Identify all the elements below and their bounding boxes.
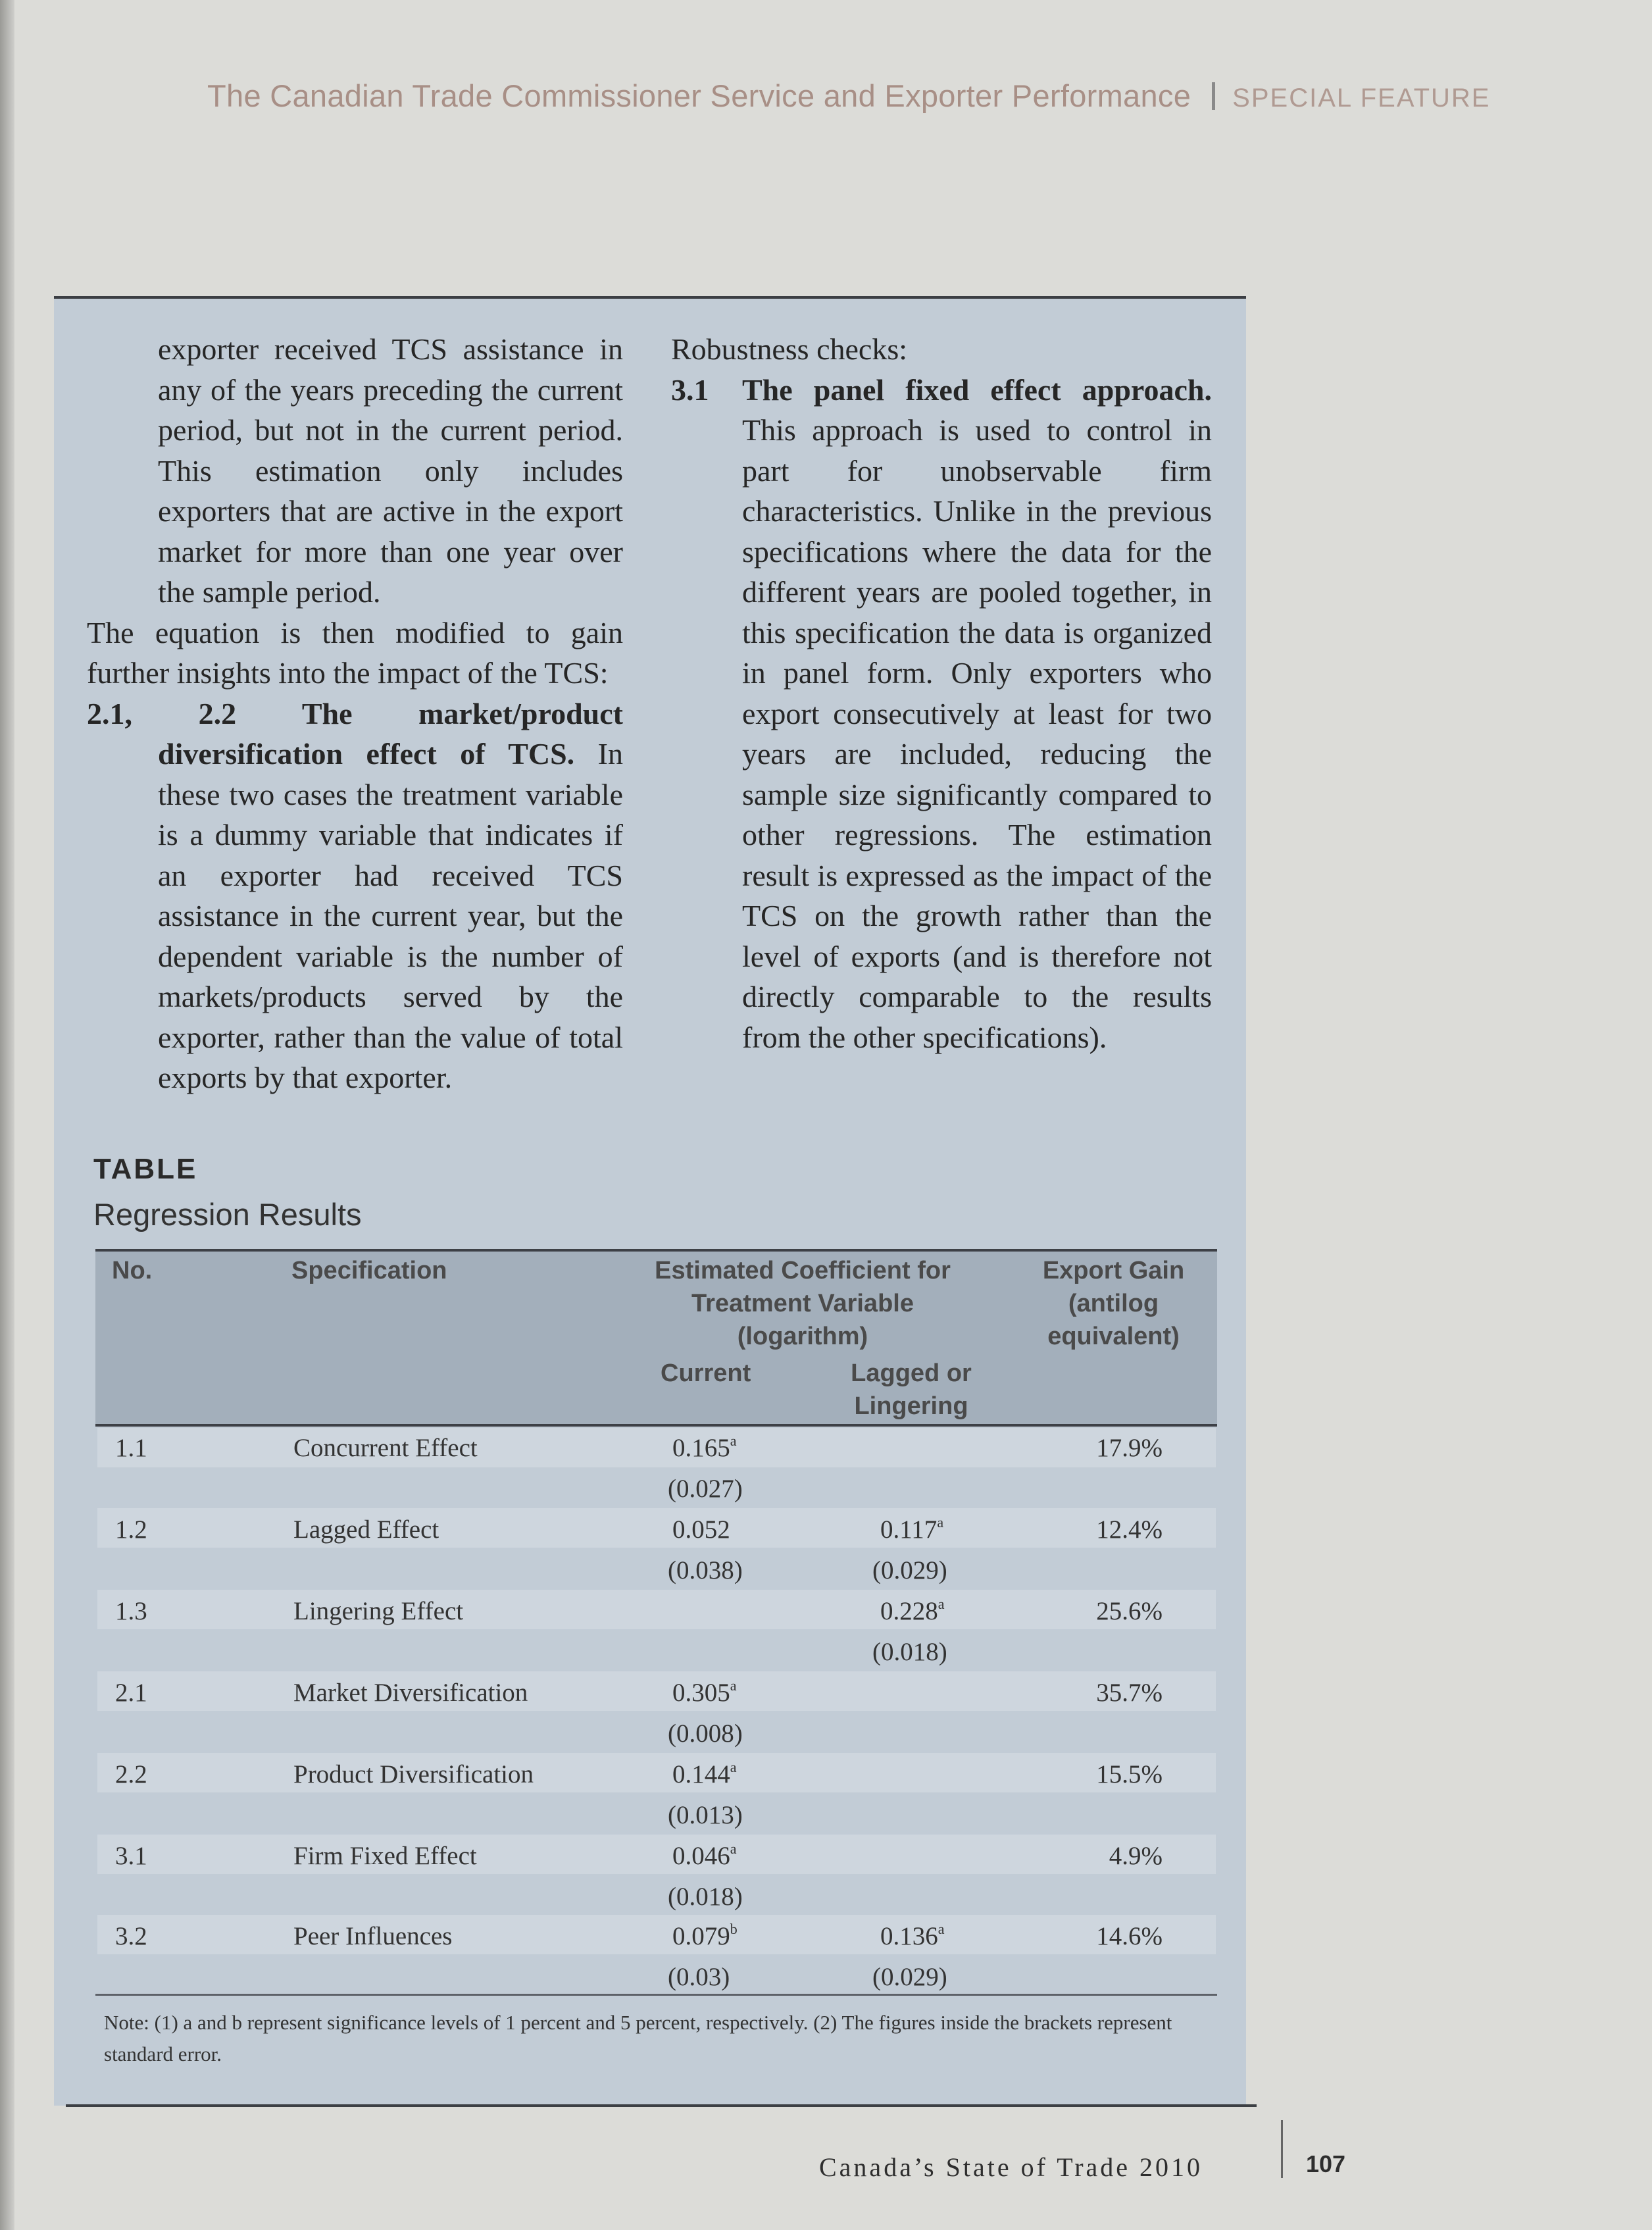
current-coefficient bbox=[672, 1432, 737, 1465]
row-number bbox=[115, 1513, 147, 1546]
row-specification bbox=[293, 1595, 463, 1628]
significance-marker: a bbox=[730, 1840, 737, 1857]
lagged-coefficient bbox=[880, 1513, 943, 1546]
table-header-bottom-rule bbox=[95, 1424, 1217, 1427]
lagged-standard-error bbox=[872, 1554, 947, 1587]
export-gain bbox=[1026, 1758, 1163, 1791]
export-gain bbox=[1026, 1595, 1163, 1628]
current-standard-error-value: (0.027) bbox=[668, 1475, 743, 1503]
significance-marker: a bbox=[937, 1514, 944, 1531]
export-gain-value: 17.9% bbox=[1096, 1434, 1163, 1462]
current-standard-error-value: (0.03) bbox=[668, 1963, 730, 1991]
export-gain-value: 25.6% bbox=[1096, 1597, 1163, 1625]
row-number bbox=[115, 1840, 147, 1873]
row-specification-value: Peer Influences bbox=[293, 1922, 453, 1950]
row-specification-value: Firm Fixed Effect bbox=[293, 1842, 477, 1870]
table-bottom-rule bbox=[95, 1994, 1217, 1996]
diversification-item-body: In these two cases the treatment variable is a dummy variable that indicates if an exporter had received TCS assistance in the current year, but the dependent variable is the number of markets/products served by the exporter, rather than the value of total exports by that exporter. bbox=[158, 737, 623, 1094]
left-continuation-paragraph: exporter received TCS assistance in any of the years preceding the current period, but not in the current period. This estimation only includes exporters that are active in the export market for more than one year over the sample period. bbox=[158, 332, 623, 609]
lagged-coefficient-value: 0.117 bbox=[880, 1515, 938, 1544]
row-number-value: 2.2 bbox=[115, 1760, 147, 1788]
lagged-coefficient-value: 0.136 bbox=[880, 1922, 938, 1950]
page-binding-shadow bbox=[0, 0, 14, 2230]
row-number bbox=[115, 1595, 147, 1628]
current-coefficient-value: 0.052 bbox=[672, 1515, 730, 1544]
table-note: Note: (1) a and b represent significance levels of 1 percent and 5 percent, respectively. (2) The figures inside the brackets represent standard error. bbox=[104, 2011, 1172, 2065]
diversification-item bbox=[87, 694, 623, 1098]
lagged-standard-error bbox=[872, 1961, 947, 1994]
row-number-value: 1.2 bbox=[115, 1515, 147, 1544]
export-gain bbox=[1026, 1513, 1163, 1546]
lagged-header-line1: Lagged or bbox=[851, 1359, 972, 1387]
row-number-value: 3.1 bbox=[115, 1842, 147, 1870]
header-separator bbox=[1212, 82, 1215, 110]
current-standard-error bbox=[668, 1799, 743, 1832]
export-gain-value: 35.7% bbox=[1096, 1679, 1163, 1707]
current-coefficient-value: 0.165 bbox=[672, 1434, 730, 1462]
current-standard-error-value: (0.013) bbox=[668, 1801, 743, 1829]
row-specification-value: Lagged Effect bbox=[293, 1515, 439, 1544]
row-specification bbox=[293, 1758, 534, 1791]
row-specification bbox=[293, 1840, 477, 1873]
current-standard-error-value: (0.038) bbox=[668, 1556, 743, 1584]
row-specification bbox=[293, 1513, 439, 1546]
fixed-effect-item-body: This approach is used to control in part for unobservable firm characteristics. Unlike in the previous specifications where the data for the different years are pooled together, in this specification the data is organized in panel form. Only exporters who export consecutively at least for two years are included, reducing the sample size significantly compared to other regressions. The estimation result is expressed as the impact of the TCS on the growth rather than the level of exports (and is therefore not directly comparable to the results from the other specifications). bbox=[742, 413, 1212, 1054]
current-coefficient bbox=[672, 1920, 738, 1953]
significance-marker: a bbox=[730, 1677, 737, 1694]
footer-separator bbox=[1281, 2120, 1283, 2178]
row-number-value: 3.2 bbox=[115, 1922, 147, 1950]
current-standard-error bbox=[668, 1554, 743, 1587]
current-coefficient-value: 0.144 bbox=[672, 1760, 730, 1788]
row-specification bbox=[293, 1432, 478, 1465]
export-gain-value: 4.9% bbox=[1109, 1842, 1163, 1870]
lagged-coefficient bbox=[880, 1595, 945, 1628]
row-number bbox=[115, 1677, 147, 1710]
row-number-value: 1.1 bbox=[115, 1434, 147, 1462]
col-header-current: Current bbox=[661, 1359, 751, 1387]
current-standard-error-value: (0.018) bbox=[668, 1883, 743, 1911]
lagged-standard-error bbox=[872, 1636, 947, 1669]
current-coefficient-value: 0.046 bbox=[672, 1842, 730, 1870]
running-header-title: The Canadian Trade Commissioner Service and Exporter Performance bbox=[207, 78, 1191, 113]
col-header-coefficient bbox=[632, 1254, 974, 1353]
table-title: Regression Results bbox=[93, 1197, 362, 1232]
current-coefficient bbox=[672, 1513, 730, 1546]
right-column bbox=[671, 329, 1212, 1057]
left-intro-paragraph: The equation is then modified to gain further insights into the impact of the TCS: bbox=[87, 615, 623, 690]
lagged-standard-error-value: (0.029) bbox=[872, 1556, 947, 1584]
export-gain bbox=[1026, 1840, 1163, 1873]
row-specification-value: Lingering Effect bbox=[293, 1597, 464, 1625]
gain-header-line2: (antilog bbox=[1068, 1290, 1159, 1317]
gain-header-line1: Export Gain bbox=[1042, 1257, 1185, 1284]
lagged-header-line2: Lingering bbox=[854, 1392, 968, 1420]
coef-header-line2: Treatment Variable bbox=[691, 1290, 914, 1317]
current-standard-error-value: (0.008) bbox=[668, 1719, 743, 1748]
fixed-effect-item bbox=[671, 370, 1212, 1058]
current-standard-error bbox=[668, 1961, 730, 1994]
current-standard-error bbox=[668, 1717, 743, 1750]
significance-marker: a bbox=[730, 1759, 737, 1775]
row-specification bbox=[293, 1920, 452, 1953]
diversification-item-heading: 2.1, 2.2 The market/product diversification effect of TCS. bbox=[87, 696, 623, 771]
row-specification bbox=[293, 1677, 528, 1710]
current-coefficient-value: 0.305 bbox=[672, 1679, 730, 1707]
significance-marker: b bbox=[730, 1921, 738, 1937]
running-header bbox=[207, 78, 1536, 114]
significance-marker: a bbox=[938, 1921, 945, 1937]
footer-publication-title: Canada’s State of Trade 2010 bbox=[819, 2152, 1203, 2182]
row-specification-value: Market Diversification bbox=[293, 1679, 528, 1707]
page-number: 107 bbox=[1306, 2150, 1346, 2177]
export-gain bbox=[1026, 1920, 1163, 1953]
gain-header-line3: equivalent) bbox=[1047, 1323, 1180, 1350]
current-standard-error bbox=[668, 1473, 743, 1506]
export-gain-value: 14.6% bbox=[1096, 1922, 1163, 1950]
current-coefficient bbox=[672, 1677, 737, 1710]
table-top-rule bbox=[95, 1249, 1217, 1252]
export-gain bbox=[1026, 1677, 1163, 1710]
export-gain-value: 12.4% bbox=[1096, 1515, 1163, 1544]
fixed-effect-item-number: 3.1 bbox=[671, 372, 709, 407]
current-coefficient bbox=[672, 1758, 737, 1791]
export-gain-value: 15.5% bbox=[1096, 1760, 1163, 1788]
coef-header-line1: Estimated Coefficient for bbox=[655, 1257, 951, 1284]
current-coefficient-value: 0.079 bbox=[672, 1922, 730, 1950]
col-header-export-gain bbox=[1013, 1254, 1214, 1353]
robustness-lead: Robustness checks: bbox=[671, 332, 908, 366]
row-number-value: 2.1 bbox=[115, 1679, 147, 1707]
row-specification-value: Concurrent Effect bbox=[293, 1434, 478, 1462]
export-gain bbox=[1026, 1432, 1163, 1465]
col-header-no: No. bbox=[112, 1257, 153, 1284]
coef-header-line3: (logarithm) bbox=[737, 1323, 868, 1350]
table-kicker: TABLE bbox=[93, 1153, 198, 1185]
significance-marker: a bbox=[730, 1432, 737, 1449]
lagged-standard-error-value: (0.029) bbox=[872, 1963, 947, 1991]
panel-top-rule bbox=[54, 296, 1246, 299]
left-column bbox=[87, 329, 623, 1098]
row-specification-value: Product Diversification bbox=[293, 1760, 534, 1788]
row-number-value: 1.3 bbox=[115, 1597, 147, 1625]
lagged-coefficient-value: 0.228 bbox=[880, 1597, 938, 1625]
row-number bbox=[115, 1432, 147, 1465]
panel-bottom-rule bbox=[66, 2104, 1257, 2107]
col-header-specification: Specification bbox=[291, 1257, 447, 1284]
row-number bbox=[115, 1920, 147, 1953]
lagged-coefficient bbox=[880, 1920, 945, 1953]
fixed-effect-item-heading: The panel fixed effect approach. bbox=[742, 372, 1212, 407]
current-standard-error bbox=[668, 1881, 743, 1913]
lagged-standard-error-value: (0.018) bbox=[872, 1638, 947, 1666]
row-number bbox=[115, 1758, 147, 1791]
significance-marker: a bbox=[938, 1596, 945, 1612]
current-coefficient bbox=[672, 1840, 737, 1873]
col-header-lagged bbox=[826, 1357, 997, 1423]
running-header-section: SPECIAL FEATURE bbox=[1232, 84, 1491, 113]
